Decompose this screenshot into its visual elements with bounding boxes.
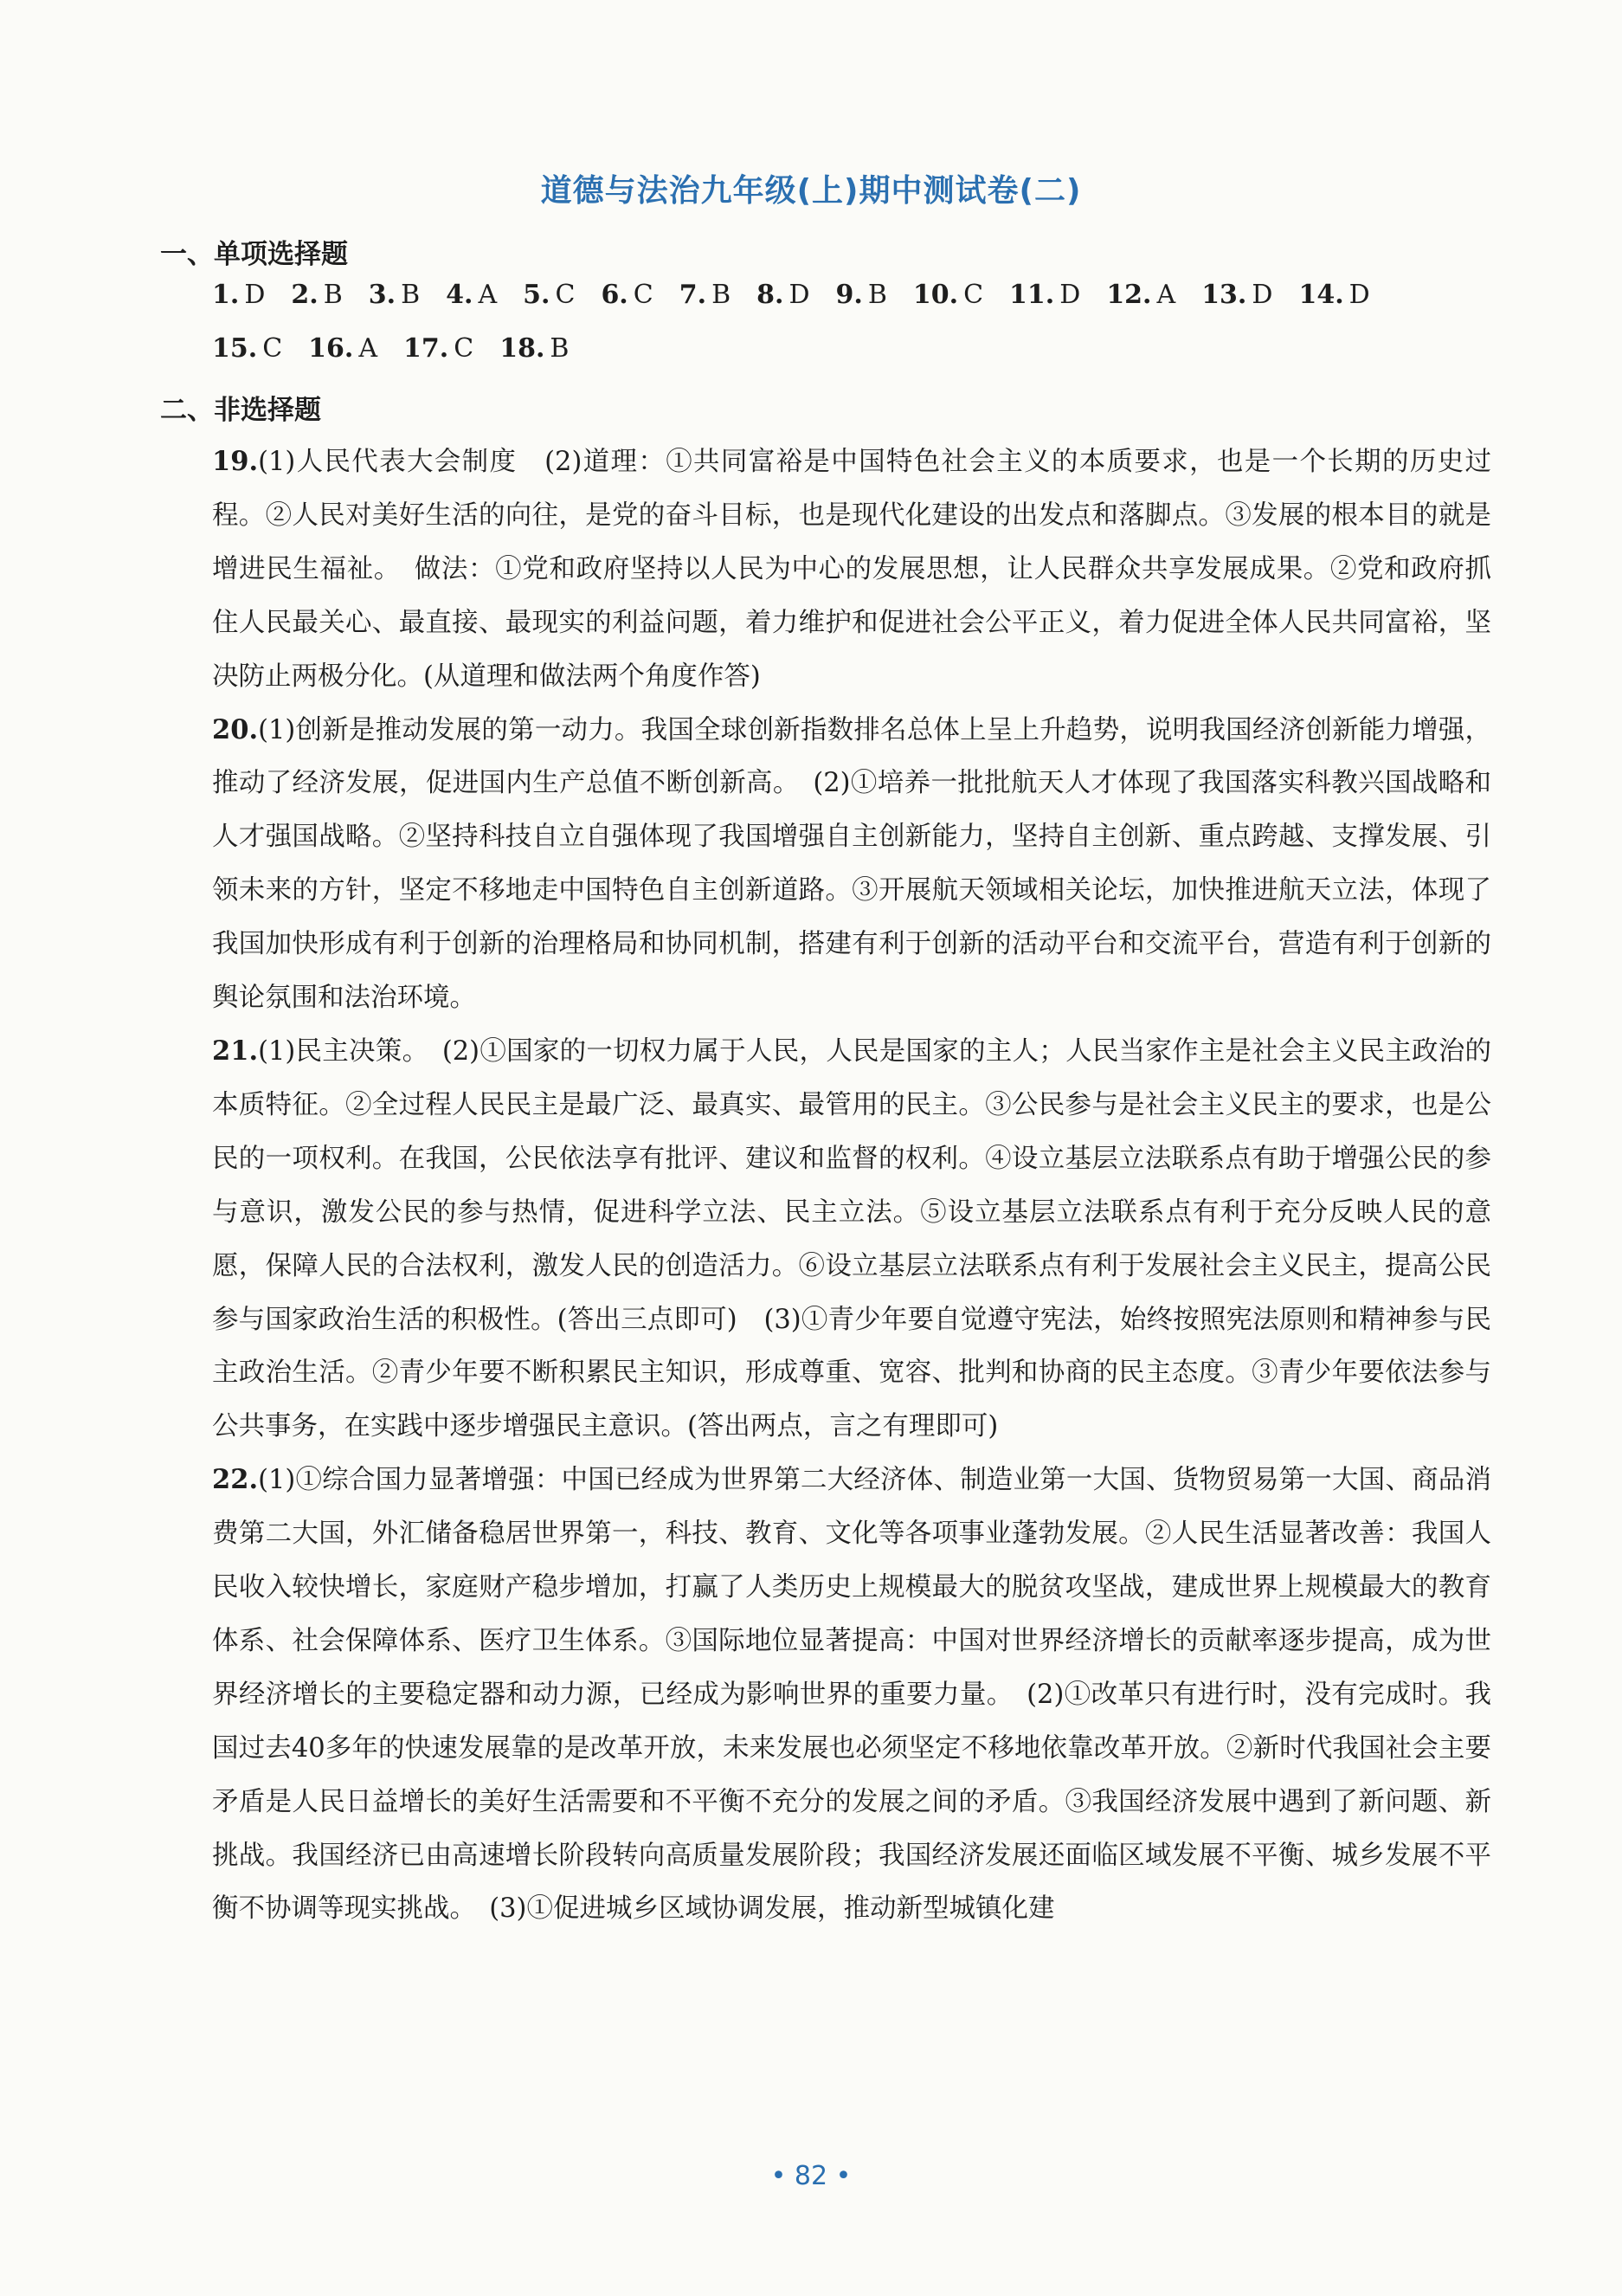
mc-question-number: 3. [368,280,396,310]
mc-question-number: 6. [601,280,628,310]
mc-answer-letter: C [633,280,653,310]
mc-answer-item [1201,280,1272,310]
mc-question-number: 1. [212,280,240,310]
mc-answer-letter: D [1252,280,1273,310]
mc-answer-letter: A [358,333,378,364]
mc-answer-item [446,280,497,310]
answer-19 [212,435,1491,704]
mc-answer-item [1009,280,1080,310]
mc-question-number: 17. [403,333,449,364]
mc-answer-item [212,280,265,310]
question-number: 20. [212,713,259,745]
mc-answer-letter: B [323,280,343,310]
section-heading-single-choice: 一、单项选择题 [160,239,348,270]
mc-answer-item [1106,280,1175,310]
mc-question-number: 13. [1201,280,1247,310]
mc-answer-item [308,333,377,364]
mc-answer-letter: A [478,280,498,310]
mc-answers-row-2 [212,333,569,364]
mc-question-number: 4. [446,280,473,310]
mc-answer-letter: B [867,280,887,310]
section-heading-non-choice: 二、非选择题 [160,395,321,426]
mc-answer-letter: B [711,280,731,310]
mc-question-number: 11. [1009,280,1055,310]
answer-text: (1)人民代表大会制度 (2)道理：①共同富裕是中国特色社会主义的本质要求，也是一个长期的历史过程。②人民对美好生活的向往，是党的奋斗目标，也是现代化建设的出发点和落脚点。③发展的根本目的就是增进民生福祉。 做法：①党和政府坚持以人民为中心的发展思想，让人民群众共享发展成果。②党和政府抓住人民最关心、最直接、最现实的利益问题，着力维护和促进社会公平正义，着力促进全体人民共同富裕，坚决防止两极分化。(从道理和做法两个角度作答) [212,447,1491,692]
mc-question-number: 16. [308,333,354,364]
mc-question-number: 10. [912,280,959,310]
mc-answer-letter: C [262,333,283,364]
mc-answer-item [601,280,653,310]
mc-answer-item [403,333,473,364]
mc-answer-item [679,280,731,310]
mc-answer-letter: D [244,280,266,310]
mc-answer-letter: B [550,333,570,364]
mc-answers-row-1 [212,280,1370,310]
mc-answer-item [756,280,809,310]
mc-answer-letter: D [788,280,810,310]
mc-question-number: 9. [835,280,863,310]
page-number: • 82 • [770,2161,852,2191]
page-title: 道德与法治九年级(上)期中测试卷(二) [540,173,1082,209]
answer-text: (1)①综合国力显著增强：中国已经成为世界第二大经济体、制造业第一大国、货物贸易第一大国、商品消费第二大国，外汇储备稳居世界第一，科技、教育、文化等各项事业蓬勃发展。②人民生活显著改善：我国人民收入较快增长，家庭财产稳步增加，打赢了人类历史上规模最大的脱贫攻坚战，建成世界上规模最大的教育体系、社会保障体系、医疗卫生体系。③国际地位显著提高：中国对世界经济增长的贡献率逐步提高，成为世界经济增长的主要稳定器和动力源，已经成为影响世界的重要力量。 (2)①改革只有进行时，没有完成时。我国过去40多年的快速发展靠的是改革开放，未来发展也必须坚定不移地依靠改革开放。②新时代我国社会主要矛盾是人民日益增长的美好生活需要和不平衡不充分的发展之间的矛盾。③我国经济发展中遇到了新问题、新挑战。我国经济已由高速增长阶段转向高质量发展阶段；我国经济发展还面临区域发展不平衡、城乡发展不平衡不协调等现实挑战。 (3)①促进城乡区域协调发展，推动新型城镇化建 [212,1465,1491,1925]
mc-question-number: 7. [679,280,707,310]
mc-answer-letter: C [454,333,474,364]
question-number: 19. [212,446,259,477]
mc-question-number: 2. [291,280,319,310]
mc-question-number: 5. [523,280,550,310]
answer-text: (1)民主决策。 (2)①国家的一切权力属于人民，人民是国家的主人；人民当家作主是社会主义民主政治的本质特征。②全过程人民民主是最广泛、最真实、最管用的民主。③公民参与是社会主义民主的要求，也是公民的一项权利。在我国，公民依法享有批评、建议和监督的权利。④设立基层立法联系点有助于增强公民的参与意识，激发公民的参与热情，促进科学立法、民主立法。⑤设立基层立法联系点有利于充分反映人民的意愿，保障人民的合法权利，激发人民的创造活力。⑥设立基层立法联系点有利于发展社会主义民主，提高公民参与国家政治生活的积极性。(答出三点即可) (3)①青少年要自觉遵守宪法，始终按照宪法原则和精神参与民主政治生活。②青少年要不断积累民主知识，形成尊重、宽容、批判和协商的民主态度。③青少年要依法参与公共事务，在实践中逐步增强民主意识。(答出两点，言之有理即可) [212,1035,1491,1442]
mc-answer-letter: D [1059,280,1081,310]
mc-answer-letter: B [401,280,421,310]
answer-21 [212,1025,1491,1454]
mc-answer-item [523,280,575,310]
mc-question-number: 12. [1106,280,1152,310]
mc-answer-item [369,280,420,310]
answer-20 [212,704,1491,1025]
mc-question-number: 18. [499,333,545,364]
mc-answer-item [836,280,887,310]
mc-question-number: 14. [1298,280,1344,310]
answer-22 [212,1454,1491,1936]
question-number: 22. [212,1464,259,1496]
mc-question-number: 15. [212,333,258,364]
mc-question-number: 8. [756,280,784,310]
mc-answer-item [913,280,983,310]
mc-answer-letter: C [555,280,576,310]
mc-answer-letter: A [1156,280,1176,310]
question-number: 21. [212,1035,259,1067]
mc-answer-item [291,280,342,310]
mc-answer-item [1298,280,1369,310]
answers-body [212,435,1491,1936]
answer-text: (1)创新是推动发展的第一动力。我国全球创新指数排名总体上呈上升趋势，说明我国经济创新能力增强，推动了经济发展，促进国内生产总值不断创新高。 (2)①培养一批批航天人才体现了我国落实科教兴国战略和人才强国战略。②坚持科技自立自强体现了我国增强自主创新能力，坚持自主创新、重点跨越、支撑发展、引领未来的方针，坚定不移地走中国特色自主创新道路。③开展航天领域相关论坛，加快推进航天立法，体现了我国加快形成有利于创新的治理格局和协同机制，搭建有利于创新的活动平台和交流平台，营造有利于创新的舆论氛围和法治环境。 [212,714,1491,1014]
mc-answer-item [212,333,282,364]
mc-answer-letter: D [1348,280,1370,310]
mc-answer-item [499,333,569,364]
mc-answer-letter: C [963,280,984,310]
